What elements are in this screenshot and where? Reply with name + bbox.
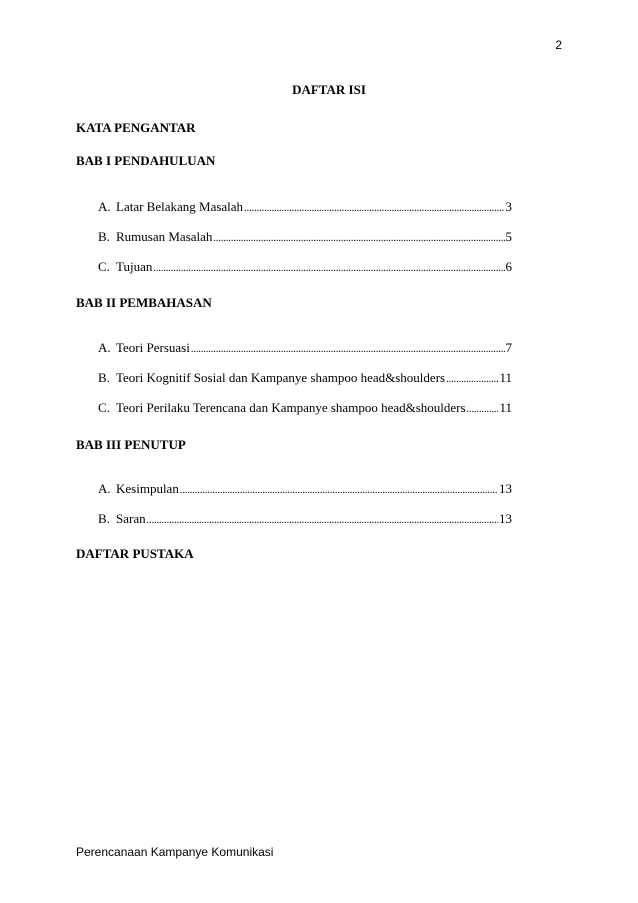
toc-entry-page: 3 [505, 199, 512, 214]
heading-daftar-pustaka: DAFTAR PUSTAKA [76, 546, 194, 561]
dot-leader [446, 370, 498, 386]
heading-kata-pengantar: KATA PENGANTAR [76, 120, 196, 135]
toc-entry[interactable] [98, 400, 512, 416]
footer-text: Perencanaan Kampanye Komunikasi [76, 845, 274, 859]
toc-entry-page: 6 [505, 259, 512, 274]
toc-entry[interactable] [98, 199, 512, 215]
dot-leader [180, 481, 498, 497]
toc-entry-label: Tujuan [116, 259, 153, 274]
toc-entry[interactable] [98, 370, 512, 386]
dot-leader [147, 511, 498, 527]
dot-leader [213, 229, 504, 245]
toc-entry[interactable] [98, 259, 512, 275]
dot-leader [191, 340, 505, 356]
toc-entry-label: Teori Perilaku Terencana dan Kampanye shampoo head&shoulders [116, 400, 466, 415]
toc-entry-letter: A. [98, 199, 111, 214]
toc-entry-letter: B. [98, 511, 110, 526]
toc-entry-letter: B. [98, 229, 110, 244]
toc-entry-letter: A. [98, 340, 111, 355]
toc-entry-label: Kesimpulan [116, 481, 179, 496]
toc-entry-label: Rumusan Masalah [116, 229, 213, 244]
toc-entry-letter: A. [98, 481, 111, 496]
toc-entry-letter: C. [98, 400, 110, 415]
heading-bab-3: BAB III PENUTUP [76, 437, 186, 452]
toc-entry-page: 11 [499, 370, 512, 385]
toc-entry-page: 5 [505, 229, 512, 244]
toc-entry[interactable] [98, 340, 512, 356]
toc-entry-label: Saran [116, 511, 146, 526]
toc-entry[interactable] [98, 229, 512, 245]
heading-bab-2: BAB II PEMBAHASAN [76, 295, 212, 310]
page-number: 2 [555, 38, 562, 52]
toc-entry[interactable] [98, 511, 512, 527]
toc-entry-label: Teori Kognitif Sosial dan Kampanye shampoo head&shoulders [116, 370, 446, 385]
toc-entry-page: 13 [499, 511, 512, 526]
toc-entry-letter: B. [98, 370, 110, 385]
toc-entry-page: 13 [499, 481, 512, 496]
toc-entry-letter: C. [98, 259, 110, 274]
dot-leader [153, 259, 504, 275]
toc-entry-page: 11 [499, 400, 512, 415]
toc-entry-label: Latar Belakang Masalah [116, 199, 244, 214]
dot-leader [467, 400, 499, 416]
toc-entry-page: 7 [505, 340, 512, 355]
toc-entry[interactable] [98, 481, 512, 497]
toc-entry-label: Teori Persuasi [116, 340, 190, 355]
dot-leader [244, 199, 504, 215]
page-title: DAFTAR ISI [292, 82, 366, 97]
heading-bab-1: BAB I PENDAHULUAN [76, 153, 216, 168]
